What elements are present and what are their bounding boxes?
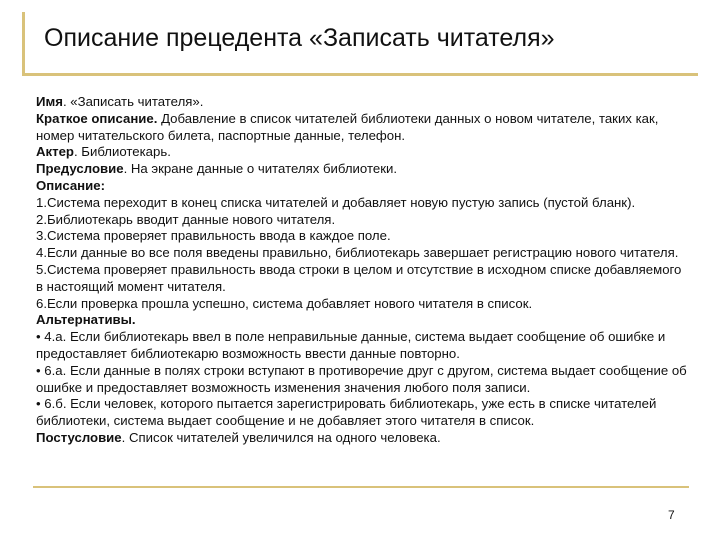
slide-title-prefix: Описание прецедента — [44, 24, 303, 52]
step-item: 3.Система проверяет правильность ввода в каждое поле. — [36, 228, 391, 244]
actor-line — [36, 144, 690, 161]
precondition-label: Предусловие — [36, 161, 124, 177]
brief-value: Добавление в список читателей библиотеки данных о новом читателе, таких как, номер читательского билета, паспортные данные, телефон. — [36, 110, 659, 143]
slide-title — [44, 24, 555, 53]
precondition-value: . На экране данные о читателях библиотеки. — [123, 161, 397, 177]
step-item: 5.Система проверяет правильность ввода строки в целом и отсутствие в исходном списке добавляемого в настоящий момент читателя. — [36, 261, 682, 294]
page-number: 7 — [668, 508, 675, 522]
step-item: 6.Если проверка прошла успешно, система добавляет нового читателя в список. — [36, 295, 533, 311]
actor-label: Актер — [36, 144, 74, 160]
slide-title-use-case: «Записать читателя» — [309, 24, 555, 52]
brief-description-line — [36, 111, 690, 145]
step-item: 2.Библиотекарь вводит данные нового читателя. — [36, 211, 336, 227]
step-item: 4.Если данные во все поля введены правильно, библиотекарь завершает регистрацию нового читателя. — [36, 245, 679, 261]
description-label: Описание: — [36, 177, 105, 193]
alternative-item: • 4.а. Если библиотекарь ввел в поле неправильные данные, система выдает сообщение об ошибке и предоставляет библиотекарю возможность ввести данные повторно. — [36, 329, 666, 361]
alternatives-label: Альтернативы. — [36, 312, 136, 328]
alternative-item: • 6.а. Если данные в полях строки вступают в противоречие друг с другом, система выдает сообщение об ошибке и предоставляет возможность изменения значения любого поля записи. — [36, 362, 687, 395]
step-item: 1.Система переходит в конец списка читателей и добавляет новую пустую запись (пустой бланк). — [36, 194, 636, 210]
postcondition-label: Постусловие — [36, 429, 122, 445]
footer-rule — [33, 486, 689, 488]
name-line — [36, 94, 690, 111]
name-label: Имя — [36, 94, 63, 109]
name-value: . «Записать читателя». — [62, 94, 204, 109]
postcondition-line — [36, 430, 690, 447]
description-heading — [36, 178, 690, 195]
postcondition-value: . Список читателей увеличился на одного человека. — [121, 429, 441, 445]
use-case-description — [36, 94, 690, 447]
title-corner-rule — [22, 12, 25, 76]
alternatives-heading — [36, 312, 690, 329]
precondition-line — [36, 161, 690, 178]
brief-label: Краткое описание. — [36, 110, 158, 126]
alternative-item: • 6.б. Если человек, которого пытается зарегистрировать библиотекарь, уже есть в списке читателей библиотеки, система выдает сообщение и не добавляет этого читателя в список. — [36, 396, 657, 429]
actor-value: . Библиотекарь. — [73, 144, 171, 160]
title-underline — [22, 73, 698, 76]
